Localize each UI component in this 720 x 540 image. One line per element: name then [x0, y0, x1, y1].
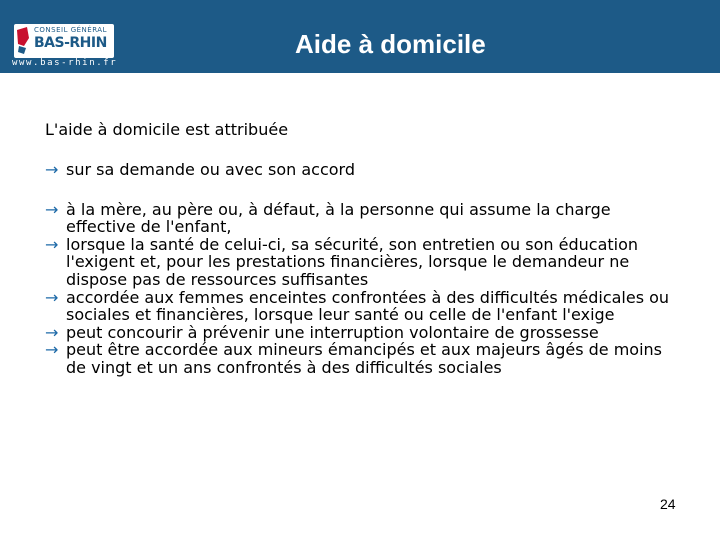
page-title: Aide à domicile	[295, 29, 486, 59]
logo-area	[0, 0, 120, 73]
arrow-icon: →	[45, 287, 59, 307]
list-item-text: peut être accordée aux mineurs émancipés et aux majeurs âgés de moins de vingt et un ans confrontés à des difficultés sociales	[66, 340, 663, 377]
main-content	[45, 120, 685, 377]
arrow-icon: →	[45, 199, 59, 219]
list-item-text: accordée aux femmes enceintes confrontées à des difficultés médicales ou sociales et financières, lorsque leur santé ou celle de l'enfant l'exige	[66, 287, 670, 325]
logo-line1: CONSEIL GÉNÉRAL	[34, 26, 107, 34]
page-number: 24	[660, 496, 676, 512]
first-list	[45, 161, 685, 179]
arrow-icon: →	[45, 234, 59, 254]
list-item	[45, 324, 685, 342]
list-item-text: sur sa demande ou avec son accord	[66, 160, 355, 179]
arrow-icon: →	[45, 160, 59, 179]
logo-line2: BAS-RHIN	[34, 35, 107, 51]
list-item	[45, 161, 685, 179]
list-item-text: à la mère, au père ou, à défaut, à la personne qui assume la charge effective de l'enfant,	[66, 199, 611, 237]
intro-text: L'aide à domicile est attribuée	[45, 120, 289, 139]
list-item-text: lorsque la santé de celui-ci, sa sécurité, son entretien ou son éducation l'exigent et, pour les prestations financières, lorsque le demandeur ne dispose pas de ressources suffisantes	[66, 234, 639, 289]
list-item	[45, 289, 685, 324]
list-item	[45, 201, 685, 236]
header-bar	[0, 0, 720, 73]
arrow-icon: →	[45, 340, 59, 360]
list-item-text: peut concourir à prévenir une interruption volontaire de grossesse	[66, 322, 599, 342]
logo-url: www.bas-rhin.fr	[12, 58, 118, 68]
list-item	[45, 341, 685, 376]
second-list	[45, 201, 685, 377]
arrow-icon: →	[45, 322, 59, 342]
list-item	[45, 236, 685, 289]
